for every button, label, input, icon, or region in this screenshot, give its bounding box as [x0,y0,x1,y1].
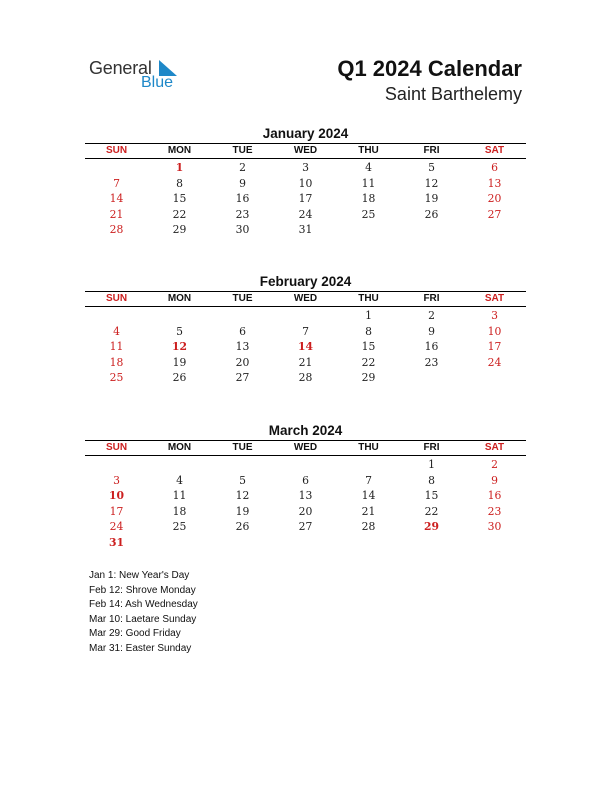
day-cell: 20 [298,504,313,518]
day-cell: 28 [298,371,313,385]
weekday-header-row [85,143,526,159]
holiday-day-cell: 12 [171,340,188,354]
empty-day-cell [85,457,148,473]
week-row [85,370,526,386]
week-row [85,207,526,223]
week-row [85,457,526,473]
month-title: January 2024 [262,126,349,141]
day-cell: 14 [361,489,376,503]
day-cell: 1 [365,309,372,322]
empty-day-cell [337,222,400,238]
week-row [85,160,526,176]
day-cell: 30 [487,520,502,534]
week-row [85,488,526,504]
weekday-label-fri: FRI [423,145,440,156]
day-cell: 22 [361,355,376,369]
holiday-item: Feb 12: Shrove Monday [89,584,196,596]
day-cell: 13 [298,489,313,503]
day-cell: 28 [109,223,124,237]
day-cell: 25 [109,371,124,385]
day-cell: 3 [491,309,498,322]
month-title: February 2024 [259,274,352,289]
logo-text-general: General [89,58,152,78]
day-cell: 5 [176,324,183,338]
empty-day-cell [148,535,211,551]
weekday-label-wed: WED [293,442,318,453]
week-row [85,308,526,324]
weekday-label-thu: THU [358,145,379,156]
day-cell: 17 [298,192,313,206]
day-cell: 23 [487,504,502,518]
holiday-day-cell: 29 [423,520,440,534]
empty-day-cell [337,535,400,551]
day-cell: 8 [365,324,372,338]
day-cell: 21 [361,504,376,518]
weekday-label-tue: TUE [232,293,253,304]
day-cell: 15 [172,192,187,206]
weekday-label-tue: TUE [232,442,253,453]
empty-day-cell [400,222,463,238]
holiday-day-cell: 31 [108,535,125,549]
week-row [85,504,526,520]
weekday-label-mon: MON [167,293,192,304]
weekday-header-row [85,291,526,307]
day-cell: 19 [235,504,250,518]
day-cell: 3 [113,473,120,487]
empty-day-cell [274,457,337,473]
weekday-label-thu: THU [358,442,379,453]
day-cell: 28 [361,520,376,534]
day-cell: 21 [298,355,313,369]
day-cell: 10 [487,324,502,338]
weekday-label-thu: THU [358,293,379,304]
day-cell: 9 [491,473,498,487]
day-cell: 17 [487,340,502,354]
day-cell: 2 [491,458,498,471]
empty-day-cell [274,535,337,551]
day-cell: 22 [424,504,439,518]
day-cell: 16 [487,489,502,503]
day-cell: 19 [172,355,187,369]
week-row [85,324,526,340]
day-cell: 16 [424,340,439,354]
generalblue-logo [89,58,189,94]
empty-day-cell [400,370,463,386]
day-cell: 10 [298,176,313,190]
day-cell: 25 [361,207,376,221]
week-row [85,191,526,207]
day-cell: 2 [239,161,246,174]
day-cell: 8 [176,176,183,190]
day-cell: 19 [424,192,439,206]
logo-text-blue: Blue [141,74,174,91]
day-cell: 18 [361,192,376,206]
day-cell: 3 [302,161,309,174]
week-row [85,339,526,355]
empty-day-cell [85,308,148,324]
empty-day-cell [211,457,274,473]
day-cell: 24 [487,355,502,369]
day-cell: 6 [302,473,309,487]
day-cell: 26 [172,371,187,385]
weekday-header-row [85,440,526,456]
day-cell: 9 [239,176,246,190]
week-row [85,355,526,371]
holiday-item: Mar 10: Laetare Sunday [89,613,197,625]
week-row [85,535,526,551]
day-cell: 12 [235,489,250,503]
month-calendar-january [85,125,526,238]
holiday-item: Mar 31: Easter Sunday [89,642,192,654]
empty-day-cell [211,308,274,324]
weekday-label-sun: SUN [105,442,128,453]
empty-day-cell [463,535,526,551]
day-cell: 23 [424,355,439,369]
weekday-label-sat: SAT [484,293,505,304]
day-cell: 26 [424,207,439,221]
holiday-item: Mar 29: Good Friday [89,628,181,639]
weekday-label-mon: MON [167,442,192,453]
day-cell: 4 [113,324,120,338]
weekday-label-sun: SUN [105,293,128,304]
day-cell: 11 [109,340,124,354]
empty-day-cell [274,308,337,324]
day-cell: 5 [239,473,246,487]
weekday-label-sat: SAT [484,442,505,453]
day-cell: 29 [361,371,376,385]
day-cell: 5 [428,161,435,174]
day-cell: 25 [172,520,187,534]
day-cell: 31 [298,223,313,237]
day-cell: 24 [109,520,124,534]
page-title: Q1 2024 Calendar [337,56,522,81]
day-cell: 14 [109,192,124,206]
day-cell: 15 [361,340,376,354]
weeks-grid [85,456,526,551]
weeks-grid [85,307,526,386]
month-title: March 2024 [268,423,343,438]
weeks-grid [85,159,526,238]
day-cell: 8 [428,473,435,487]
empty-day-cell [337,457,400,473]
day-cell: 1 [428,458,435,471]
day-cell: 11 [361,176,376,190]
day-cell: 21 [109,207,124,221]
empty-day-cell [400,535,463,551]
day-cell: 13 [487,176,502,190]
day-cell: 6 [491,161,498,174]
day-cell: 6 [239,324,246,338]
empty-day-cell [85,160,148,176]
day-cell: 4 [365,161,372,174]
country-name: Saint Barthelemy [384,84,522,104]
day-cell: 7 [113,176,120,190]
day-cell: 16 [235,192,250,206]
holiday-day-cell: 1 [175,161,184,174]
weekday-label-tue: TUE [232,145,253,156]
day-cell: 7 [365,473,372,487]
day-cell: 9 [428,324,435,338]
day-cell: 18 [172,504,187,518]
day-cell: 15 [424,489,439,503]
day-cell: 12 [424,176,439,190]
day-cell: 30 [235,223,250,237]
day-cell: 27 [235,371,250,385]
weekday-label-wed: WED [293,293,318,304]
day-cell: 20 [235,355,250,369]
weekday-label-sat: SAT [484,145,505,156]
day-cell: 13 [235,340,250,354]
day-cell: 26 [235,520,250,534]
week-row [85,519,526,535]
weekday-label-fri: FRI [423,442,440,453]
empty-day-cell [148,308,211,324]
holiday-item: Feb 14: Ash Wednesday [89,599,198,610]
holiday-item: Jan 1: New Year's Day [89,570,190,581]
day-cell: 20 [487,192,502,206]
day-cell: 11 [172,489,187,503]
weekday-label-mon: MON [167,145,192,156]
day-cell: 23 [235,207,250,221]
week-row [85,222,526,238]
weekday-label-wed: WED [293,145,318,156]
day-cell: 2 [428,309,435,322]
day-cell: 29 [172,223,187,237]
week-row [85,473,526,489]
empty-day-cell [211,535,274,551]
weekday-label-fri: FRI [423,293,440,304]
holiday-list [89,569,198,656]
holiday-day-cell: 14 [297,340,314,354]
empty-day-cell [148,457,211,473]
day-cell: 4 [176,473,183,487]
day-cell: 22 [172,207,187,221]
empty-day-cell [463,370,526,386]
day-cell: 17 [109,504,124,518]
month-calendar-february [85,273,526,386]
holiday-day-cell: 10 [108,489,125,503]
day-cell: 24 [298,207,313,221]
day-cell: 27 [487,207,502,221]
month-calendar-march [85,422,526,551]
day-cell: 18 [109,355,124,369]
week-row [85,176,526,192]
day-cell: 27 [298,520,313,534]
day-cell: 7 [302,324,309,338]
empty-day-cell [463,222,526,238]
weekday-label-sun: SUN [105,145,128,156]
